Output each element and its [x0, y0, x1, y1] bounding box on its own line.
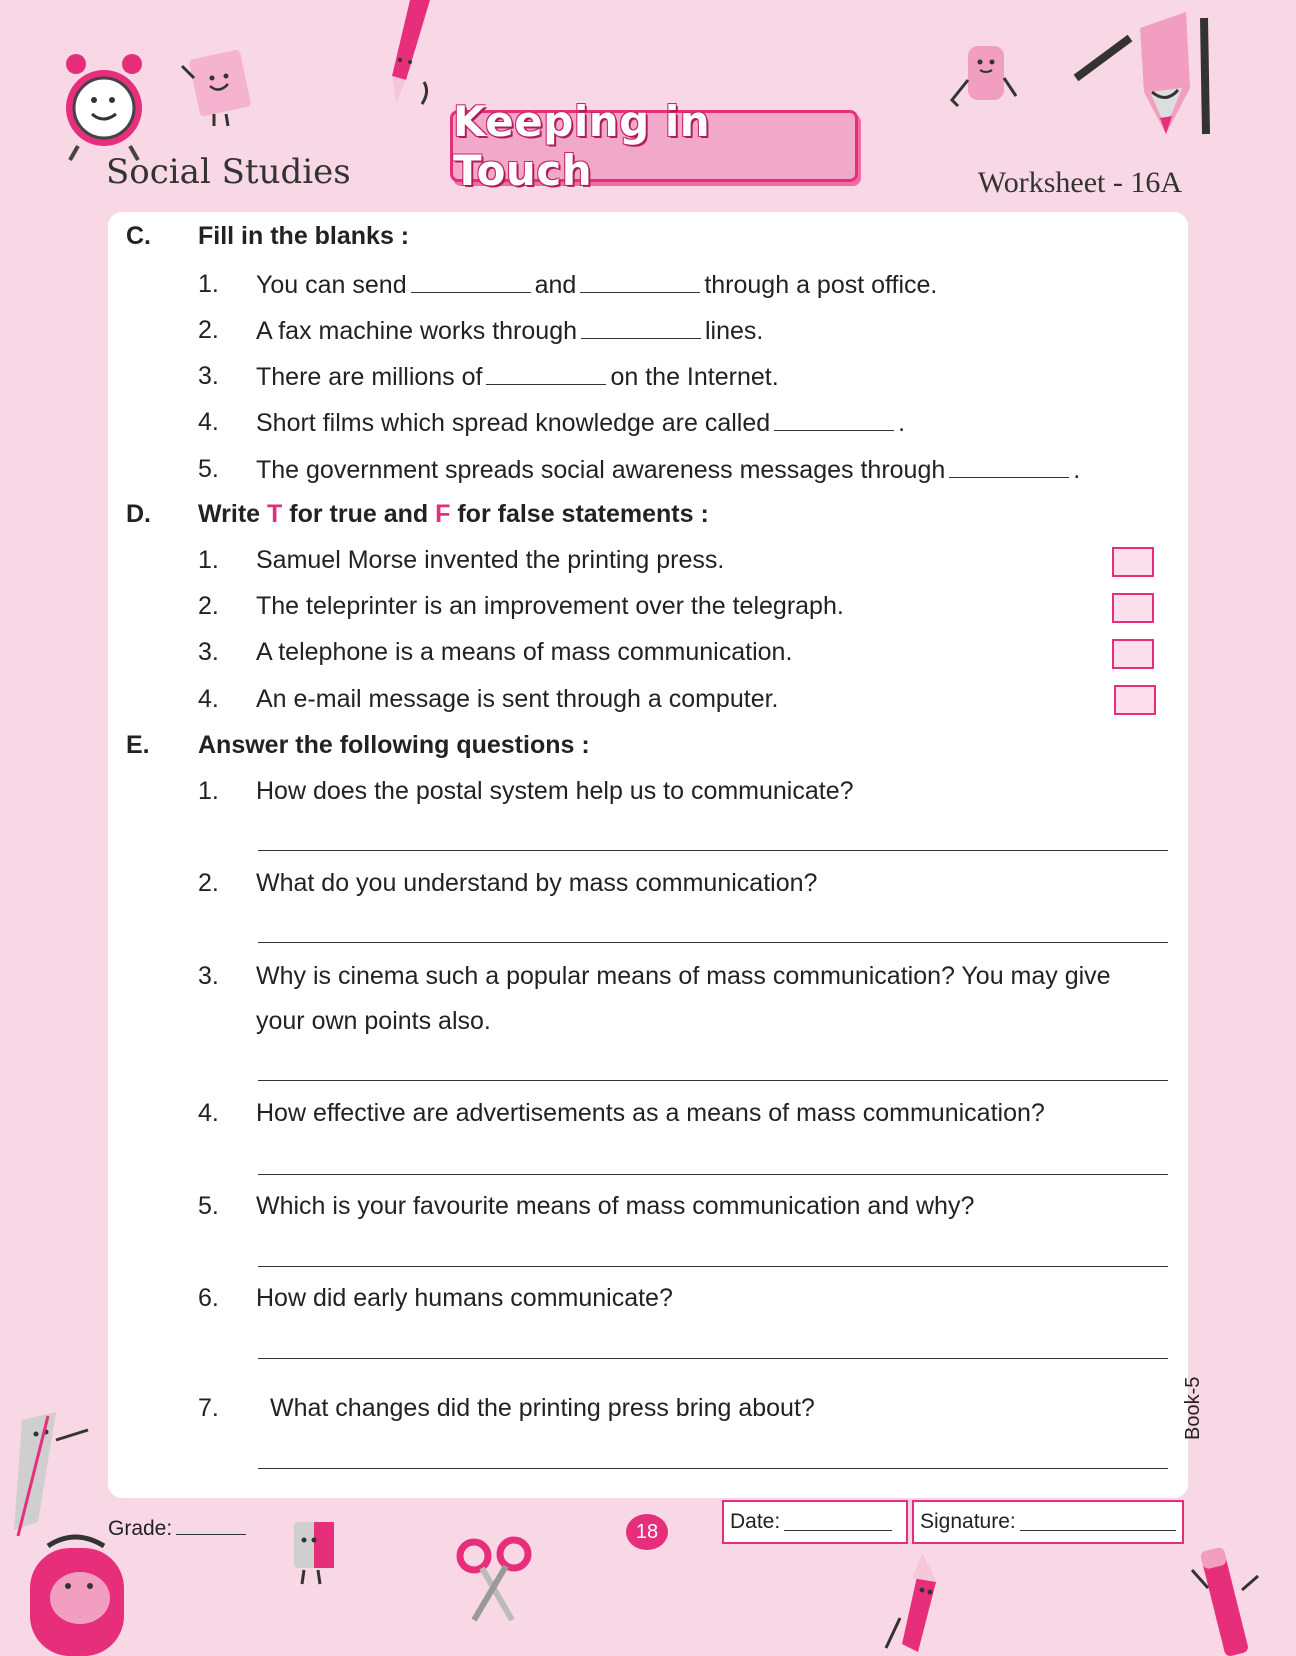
pink-pencil-icon [1188, 1540, 1264, 1656]
section-c-letter: C. [126, 222, 151, 250]
c-item-number: 2. [198, 316, 219, 344]
blank [486, 362, 606, 385]
answer-line[interactable] [258, 1080, 1168, 1081]
title-banner [450, 97, 858, 195]
blank [580, 270, 700, 293]
c-item-2-part-b: lines. [705, 317, 764, 345]
section-d-letter: D. [126, 500, 151, 528]
blank [581, 316, 701, 339]
pencil-icon [380, 0, 440, 112]
notepad-icon [178, 48, 264, 128]
scissors-icon [456, 1536, 532, 1624]
e-item-number: 5. [198, 1192, 219, 1220]
date-label: Date: [730, 1510, 781, 1533]
subject-label: Social Studies [106, 152, 351, 192]
c-item-1-part-c: through a post office. [704, 271, 938, 299]
book-label: Book-5 [1182, 1376, 1204, 1440]
d-item-number: 3. [198, 638, 219, 666]
d-item-number: 2. [198, 592, 219, 620]
tf-answer-box[interactable] [1112, 639, 1154, 669]
answer-line[interactable] [258, 1174, 1168, 1175]
d-title-t: T [267, 500, 283, 528]
eraser-icon [946, 40, 1026, 120]
blank [411, 270, 531, 293]
c-item-3-part-b: on the Internet. [610, 363, 779, 391]
c-item-5-part-a: The government spreads social awareness messages through [256, 456, 946, 484]
pen-character-icon [882, 1548, 958, 1652]
sharpener-icon [284, 1516, 344, 1588]
signature-blank [1020, 1514, 1176, 1531]
c-item-number: 1. [198, 270, 219, 298]
ruler-icon [8, 1406, 94, 1536]
d-title-f: F [435, 500, 451, 528]
d-item-2: The teleprinter is an improvement over the telegraph. [256, 592, 844, 620]
grade-text: Grade: [108, 1517, 173, 1540]
c-item-2-part-a: A fax machine works through [256, 317, 577, 345]
answer-line[interactable] [258, 1266, 1168, 1267]
e-question-1: How does the postal system help us to communicate? [256, 777, 854, 805]
alarm-clock-icon [56, 46, 152, 166]
e-item-number: 3. [198, 962, 219, 990]
e-question-3: Why is cinema such a popular means of mass communication? You may give [256, 962, 1111, 990]
page-title: Keeping in Touch [453, 97, 711, 195]
d-title-pre: Write [198, 500, 261, 528]
c-item-1-part-a: You can send [256, 271, 407, 299]
c-item-4-part-b: . [898, 409, 906, 437]
c-item-5 [256, 455, 1080, 485]
e-question-5: Which is your favourite means of mass communication and why? [256, 1192, 975, 1220]
c-item-2 [256, 316, 763, 346]
d-title-post: for false statements : [457, 500, 709, 528]
d-item-number: 4. [198, 685, 219, 713]
section-e-letter: E. [126, 731, 150, 759]
e-question-7: What changes did the printing press bring about? [270, 1394, 815, 1422]
answer-line[interactable] [258, 942, 1168, 943]
signature-box[interactable] [912, 1500, 1184, 1544]
e-question-3-cont: your own points also. [256, 1007, 491, 1035]
pencil-character-icon [1070, 8, 1210, 138]
c-item-4-part-a: Short films which spread knowledge are called [256, 409, 771, 437]
e-item-number: 1. [198, 777, 219, 805]
c-item-number: 4. [198, 408, 219, 436]
section-e-title: Answer the following questions : [198, 731, 590, 759]
blank [774, 408, 894, 431]
signature-label: Signature: [920, 1510, 1016, 1533]
answer-line[interactable] [258, 850, 1168, 851]
c-item-1-part-b: and [534, 271, 577, 299]
c-item-4 [256, 408, 905, 438]
date-blank [784, 1514, 892, 1531]
answer-line[interactable] [258, 1358, 1168, 1359]
c-item-1 [256, 270, 937, 300]
c-item-number: 3. [198, 362, 219, 390]
e-question-6: How did early humans communicate? [256, 1284, 673, 1312]
e-item-number: 4. [198, 1099, 219, 1127]
tf-answer-box[interactable] [1112, 593, 1154, 623]
section-c-title: Fill in the blanks : [198, 222, 410, 250]
tf-answer-box[interactable] [1114, 685, 1156, 715]
c-item-5-part-b: . [1073, 456, 1081, 484]
e-question-2: What do you understand by mass communication? [256, 869, 818, 897]
e-item-number: 2. [198, 869, 219, 897]
e-question-4: How effective are advertisements as a means of mass communication? [256, 1099, 1045, 1127]
c-item-number: 5. [198, 455, 219, 483]
bag-icon [20, 1528, 130, 1656]
c-item-3 [256, 362, 779, 392]
c-item-3-part-a: There are millions of [256, 363, 483, 391]
page-number: 18 [626, 1514, 668, 1550]
section-d-title [198, 500, 709, 529]
blank [949, 455, 1069, 478]
d-item-number: 1. [198, 546, 219, 574]
tf-answer-box[interactable] [1112, 547, 1154, 577]
worksheet-number: Worksheet - 16A [977, 166, 1182, 199]
answer-line[interactable] [258, 1468, 1168, 1469]
e-item-number: 7. [198, 1394, 219, 1422]
d-item-3: A telephone is a means of mass communication. [256, 638, 793, 666]
d-item-4: An e-mail message is sent through a computer. [256, 685, 779, 713]
d-item-1: Samuel Morse invented the printing press. [256, 546, 725, 574]
grade-blank[interactable] [176, 1518, 246, 1535]
e-item-number: 6. [198, 1284, 219, 1312]
date-box[interactable] [722, 1500, 908, 1544]
d-title-mid: for true and [289, 500, 429, 528]
